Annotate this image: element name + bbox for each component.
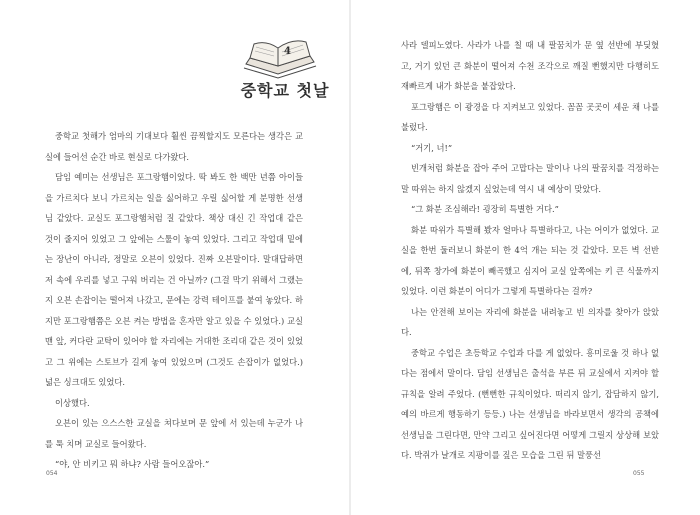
left-body-text (45, 126, 303, 475)
paragraph: 담임 예미는 선생님은 포그랑햄이었다. 딱 봐도 한 백만 년쯤 아이들을 가르치다 보니 가르치는 일을 싫어하고 우릴 싫어할 게 분명한 선생님 같았다. 교실도 포그랑햄처럼 질 같았다. 책상 대신 긴 작업대 같은 것이 줄지어 있었고 그 앞에는 스툴이 놓여 있었다. 그리고 작업대 밑에는 장난이 아니라, 정말로 오븐이 있었다. 진짜 오븐말이다. 말대답하면 저 속에 우리를 넣고 구워 버리는 건 아닐까? (그걸 막기 위해서 그랬는지 오븐 손잡이는 떨어져 나갔고, 문에는 강력 테이프를 붙여 놓았다. 하지만 포그랑햄쯤은 오븐 켜는 방법을 혼자만 알고 있을 수 있었다.) 교실 맨 앞, 커다란 교탁이 있어야 할 자리에는 거대한 조리대 같은 것이 있었고 그 위에는 스토브가 길게 놓여 있었으며 (그것도 손잡이가 없었다.) 넓은 싱크대도 있었다. (45, 172, 303, 387)
paragraph: 화분 따위가 특별해 봤자 얼마나 특별하다고, 나는 어이가 없었다. 교실을 한번 둘러보니 화분이 한 4억 개는 되는 것 같았다. 모든 벽 선반에, 뒤쪽 창가에 화분이 빼곡했고 심지어 교실 앞쪽에는 키 큰 식물까지 있었다. 이런 화분이 어디가 그렇게 특별하다는 걸까? (401, 224, 659, 296)
right-body-text (401, 35, 659, 466)
paragraph: 빈개처럼 화분을 잡아 주어 고맙다는 말이나 나의 팔꿈치를 걱정하는 말 따위는 하지 않겠지 싶었는데 역시 내 예상이 맞았다. (401, 163, 659, 194)
page-number: 055 (633, 470, 645, 477)
paragraph: 나는 안전해 보이는 자리에 화분을 내려놓고 빈 의자를 찾아가 앉았다. (401, 306, 659, 337)
paragraph: 포그랑햄은 이 광경을 다 지켜보고 있었다. 꼼꼼 곳곳이 세운 채 나를 불렀다. (401, 101, 659, 132)
chapter-number: 4 (284, 46, 291, 57)
chapter-title: 중학교 첫날 (240, 81, 330, 100)
right-page (351, 0, 700, 515)
paragraph: “그 화분 조심해라! 굉장히 특별한 거다.” (411, 204, 559, 214)
left-page (0, 0, 349, 515)
paragraph: 이상했다. (55, 397, 90, 408)
paragraph: 중학교 수업은 초등학교 수업과 다를 게 없었다. 흥미로울 것 하나 없다는 점에서 말이다. 담임 선생님은 출석을 부른 뒤 교실에서 지켜야 할 규칙을 알려 주었다. (뻔뻔한 규칙이었다. 떠리지 않기, 잡담하지 않기, 예의 바르게 행동하기 등등.) 나는 선생님을 바라보면서 생각의 공책에 선생님을 그린다면, 만약 그리고 싶어진다면 어떻게 그릴지 상상해 보았다. 박쥐가 날개로 지팡이를 짚은 모습을 그린 뒤 말풍선 (401, 347, 659, 460)
paragraph: 오븐이 있는 으스스한 교실을 쳐다보며 문 앞에 서 있는데 누군가 나를 툭 치며 교실로 들어왔다. (45, 418, 303, 449)
page-number: 054 (46, 470, 58, 477)
paragraph: 중학교 첫해가 엄마의 기대보다 훨씬 끔찍할지도 모른다는 생각은 교실에 들어선 순간 바로 현실로 다가왔다. (45, 131, 303, 162)
paragraph: 사라 델피노였다. 사라가 나를 칠 때 내 팔꿈치가 문 옆 선반에 부딪혔고, 거기 있던 큰 화분이 떨어져 수천 조각으로 깨질 뻔했지만 다행히도 재빠르게 내가 화분을 붙잡았다. (401, 40, 659, 91)
paragraph: “거기, 너!” (411, 142, 453, 153)
paragraph: “야, 안 비키고 뭐 하냐? 사람 들어오잖아.” (55, 459, 210, 469)
